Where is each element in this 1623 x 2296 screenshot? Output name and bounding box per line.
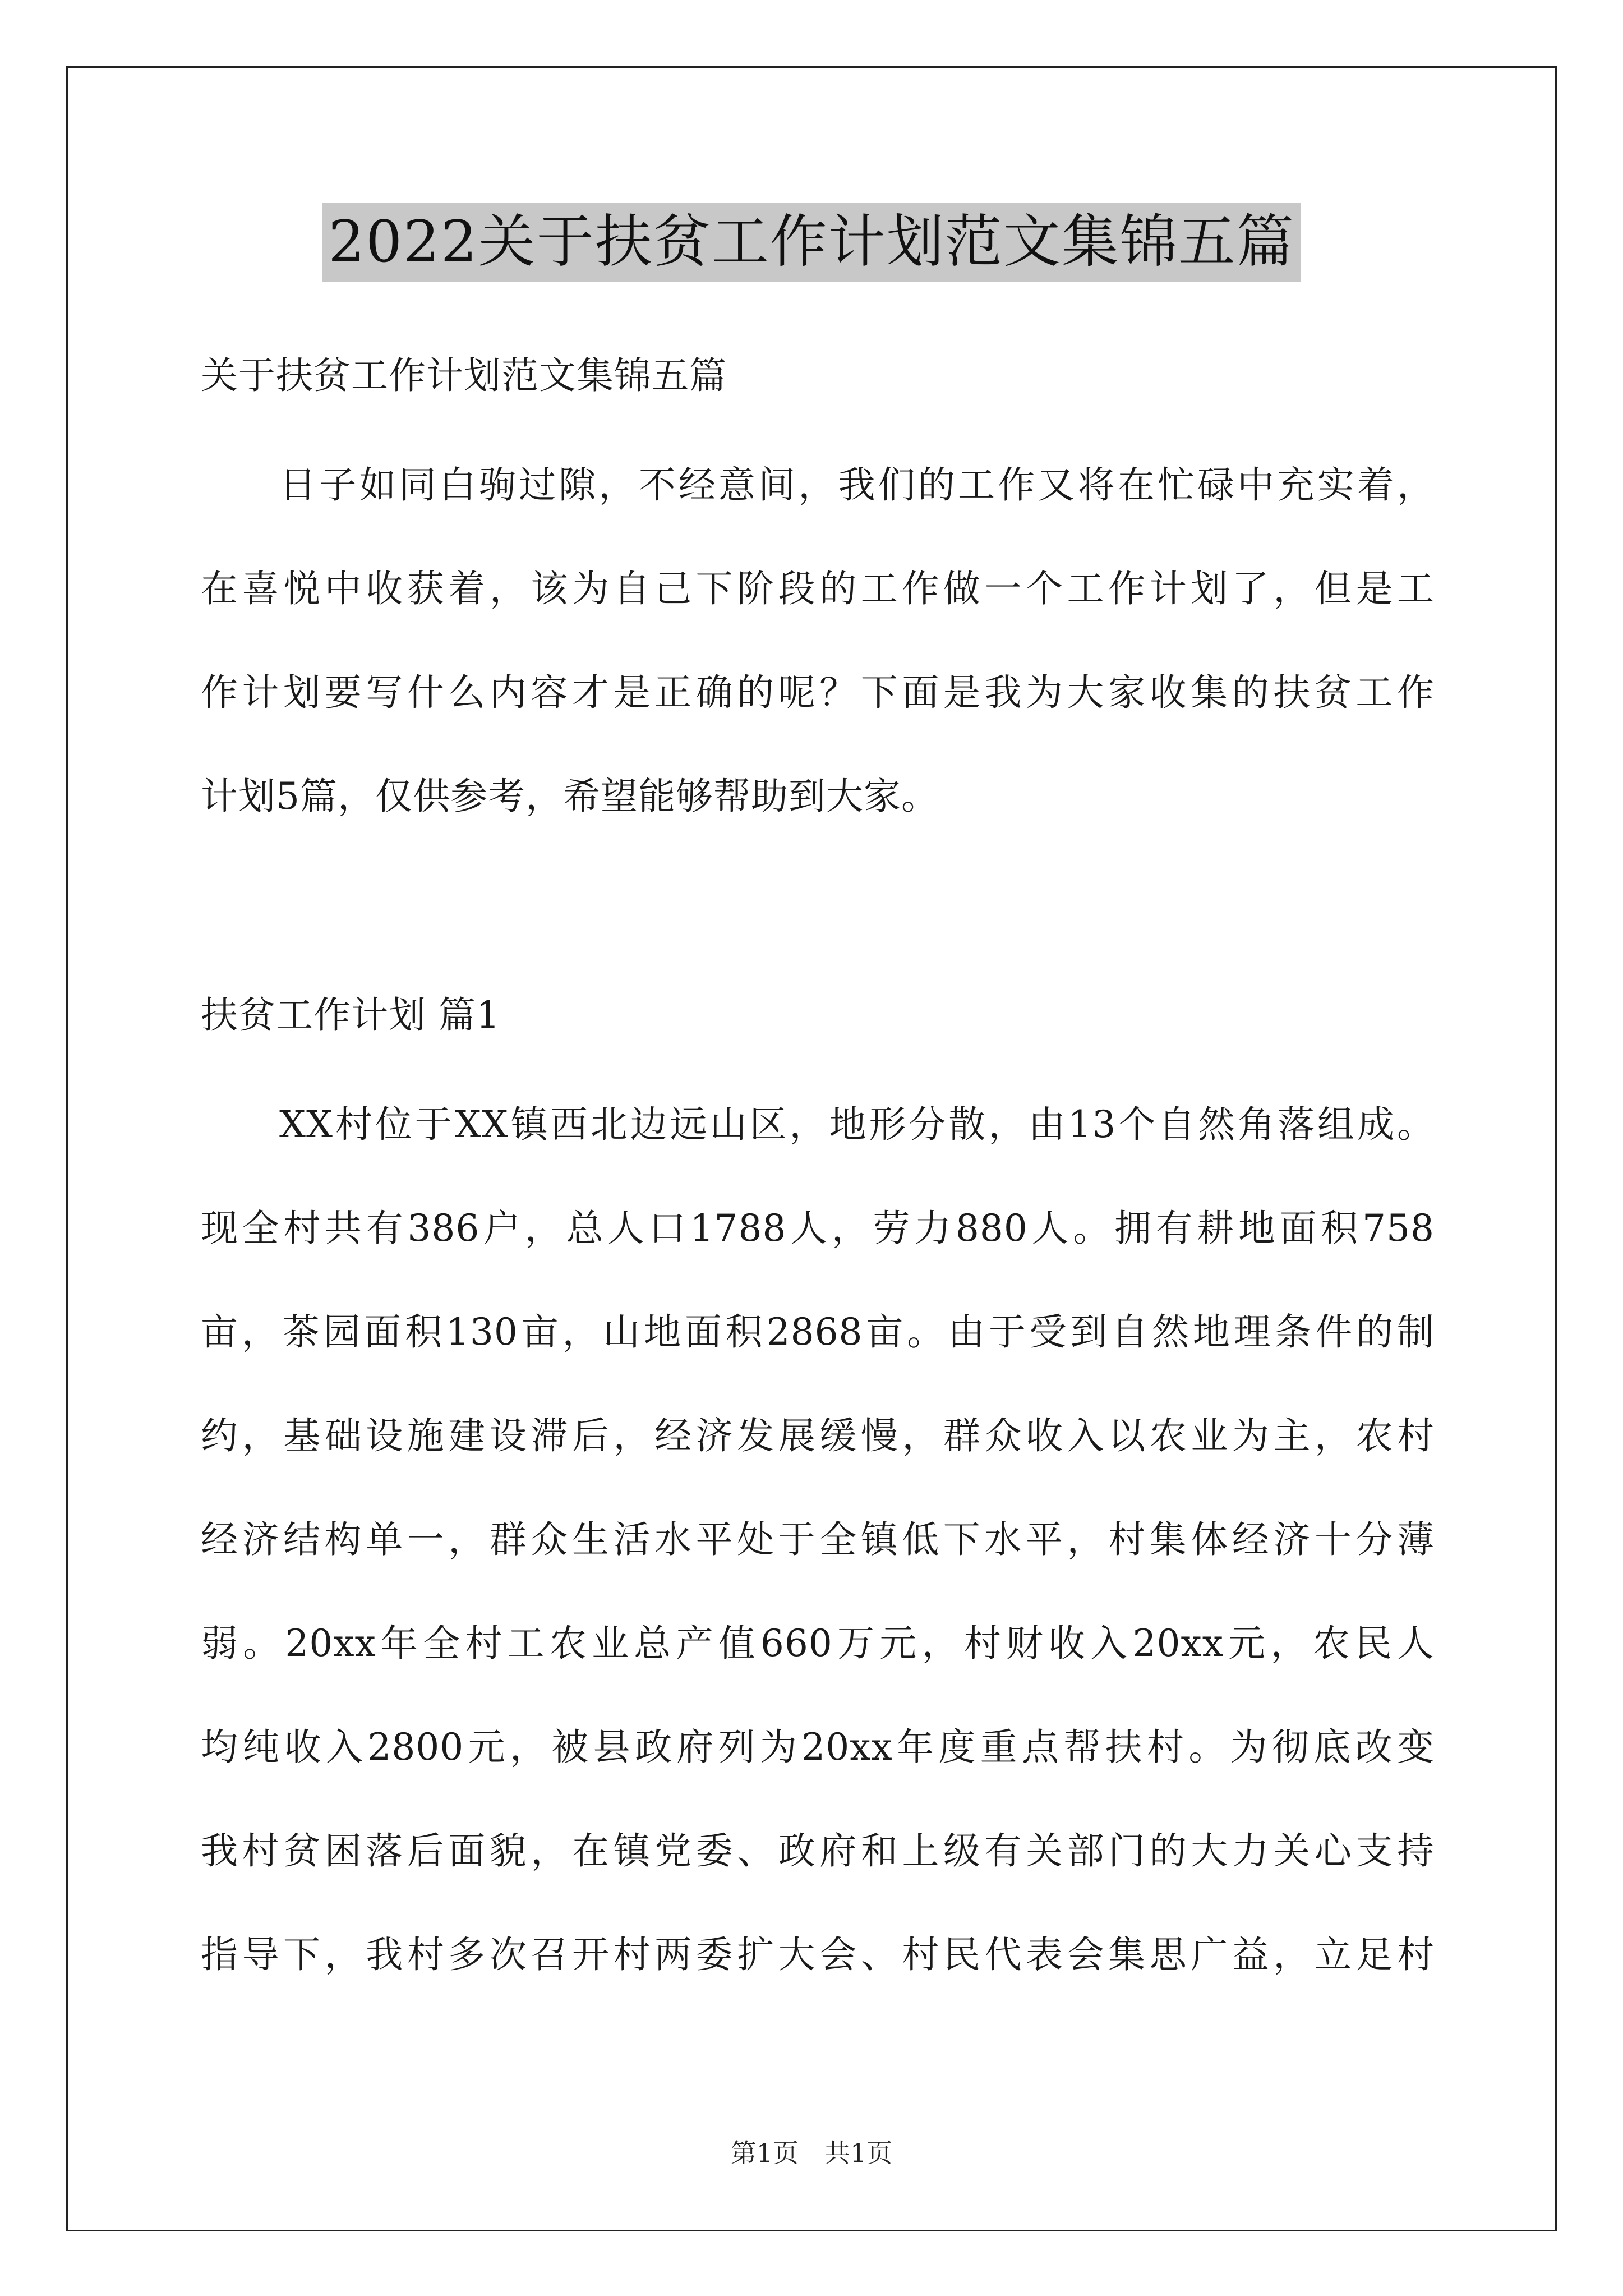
body-line: 现全村共有386户，总人口1788人，劳力880人。拥有耕地面积758 (201, 1207, 1435, 1250)
body-line: 经济结构单一，群众生活水平处于全镇低下水平，村集体经济十分薄 (201, 1518, 1435, 1561)
body-line: 弱。20xx年全村工农业总产值660万元，村财收入20xx元，农民人 (201, 1622, 1435, 1665)
intro-line: 日子如同白驹过隙，不经意间，我们的工作又将在忙碌中充实着， (279, 463, 1435, 507)
section-heading: 扶贫工作计划 篇1 (201, 993, 500, 1037)
body-line: 亩，茶园面积130亩，山地面积2868亩。由于受到自然地理条件的制 (201, 1310, 1435, 1354)
intro-line: 作计划要写什么内容才是正确的呢？下面是我为大家收集的扶贫工作 (201, 671, 1435, 714)
body-line: 均纯收入2800元，被县政府列为20xx年度重点帮扶村。为彻底改变 (201, 1726, 1435, 1769)
page-footer: 第1页 共1页 (730, 2138, 893, 2168)
body-line: 我村贫困落后面貌，在镇党委、政府和上级有关部门的大力关心支持 (201, 1829, 1435, 1872)
title-container (0, 203, 1623, 282)
body-line: 约，基础设施建设滞后，经济发展缓慢，群众收入以农业为主，农村 (201, 1414, 1435, 1457)
document-subtitle: 关于扶贫工作计划范文集锦五篇 (201, 354, 727, 397)
intro-line: 计划5篇，仅供参考，希望能够帮助到大家。 (201, 775, 939, 818)
body-line: XX村位于XX镇西北边远山区，地形分散，由13个自然角落组成。 (279, 1103, 1435, 1146)
intro-line: 在喜悦中收获着，该为自己下阶段的工作做一个工作计划了，但是工 (201, 567, 1435, 610)
body-line: 指导下，我村多次召开村两委扩大会、村民代表会集思广益，立足村 (201, 1933, 1435, 1976)
document-title: 2022关于扶贫工作计划范文集锦五篇 (322, 203, 1301, 282)
